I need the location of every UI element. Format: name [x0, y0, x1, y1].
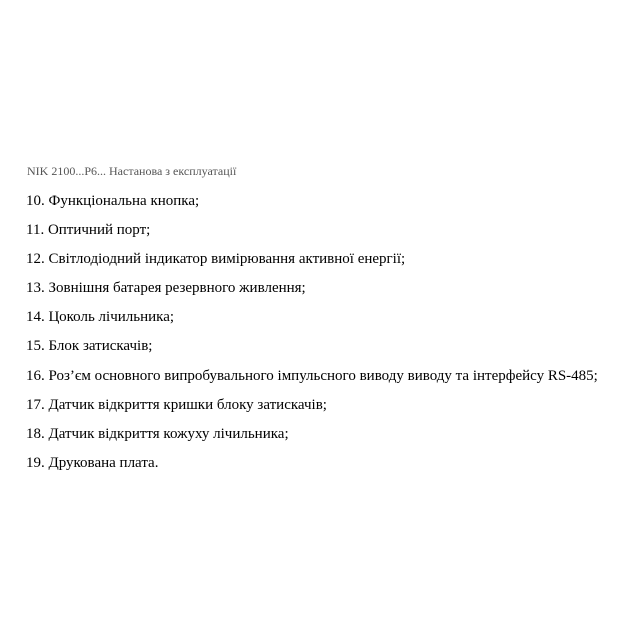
list-item: 12. Світлодіодний індикатор вимірювання активної енергії;	[26, 251, 406, 268]
list-item: 18. Датчик відкриття кожуху лічильника;	[26, 425, 289, 442]
component-list	[26, 190, 598, 481]
list-item: 17. Датчик відкриття кришки блоку затискачів;	[26, 396, 327, 413]
list-item: 14. Цоколь лічильника;	[26, 309, 175, 326]
list-item: 10. Функціональна кнопка;	[26, 193, 200, 209]
list-item: 16. Роз’єм основного випробувального імпульсного виводу виводу та інтерфейсу RS-485;	[26, 367, 598, 384]
list-item: 11. Оптичний порт;	[26, 222, 151, 239]
list-item: 15. Блок затискачів;	[26, 338, 153, 355]
list-item: 13. Зовнішня батарея резервного живлення;	[26, 280, 306, 297]
running-header: NIK 2100...P6... Настанова з експлуатації	[27, 164, 237, 178]
list-item: 19. Друкована плата.	[26, 454, 159, 471]
